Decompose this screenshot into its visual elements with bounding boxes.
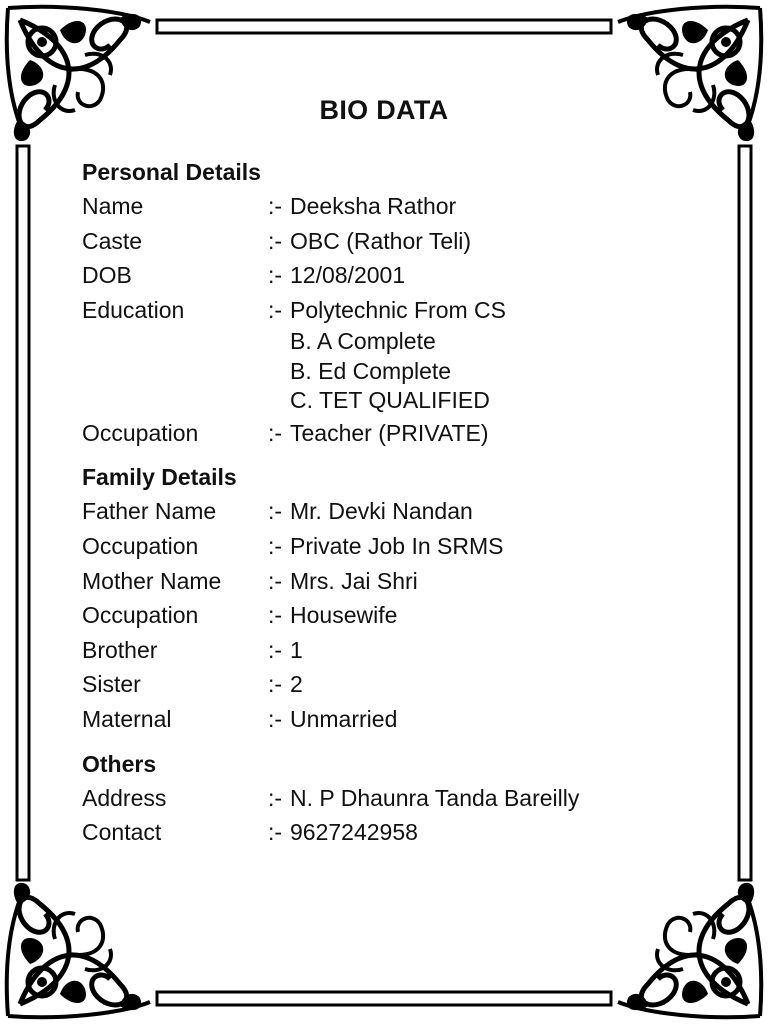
detail-label: Occupation — [82, 602, 199, 629]
bio-data-content — [82, 155, 702, 850]
detail-separator: :- — [268, 602, 283, 629]
detail-row — [82, 189, 702, 224]
detail-value: Deeksha Rathor — [290, 193, 457, 219]
detail-label: Father Name — [82, 498, 217, 525]
detail-values — [290, 416, 702, 451]
detail-value: Mr. Devki Nandan — [290, 498, 473, 525]
detail-row — [82, 564, 702, 599]
detail-label: Education — [82, 296, 185, 323]
detail-separator: :- — [268, 706, 283, 733]
detail-value: Unmarried — [290, 706, 398, 733]
page-title: BIO DATA — [319, 95, 449, 125]
section-gap — [82, 450, 702, 460]
detail-label: Occupation — [82, 419, 199, 446]
detail-label: DOB — [82, 262, 132, 289]
detail-value: N. P Dhaunra Tanda Bareilly — [290, 784, 580, 811]
detail-value: Housewife — [290, 602, 398, 629]
detail-separator: :- — [268, 567, 283, 594]
detail-values — [290, 667, 702, 702]
detail-value: Polytechnic From CS — [290, 296, 507, 323]
detail-row — [82, 416, 702, 451]
detail-values — [290, 529, 702, 564]
detail-label: Name — [82, 193, 144, 219]
detail-row — [82, 529, 702, 564]
detail-values — [290, 702, 702, 737]
detail-separator: :- — [268, 262, 283, 289]
detail-row — [82, 667, 702, 702]
detail-row — [82, 633, 702, 668]
detail-values — [290, 293, 702, 416]
detail-separator: :- — [268, 784, 283, 811]
detail-value: OBC (Rathor Teli) — [290, 227, 472, 254]
detail-label: Contact — [82, 819, 162, 846]
detail-value: B. Ed Complete — [290, 357, 452, 384]
detail-values — [290, 815, 702, 850]
detail-row — [82, 258, 702, 293]
detail-values — [290, 224, 702, 259]
detail-row — [82, 494, 702, 529]
detail-row — [82, 781, 702, 816]
detail-separator: :- — [268, 296, 283, 323]
detail-row — [82, 702, 702, 737]
detail-separator: :- — [268, 671, 283, 698]
detail-label: Mother Name — [82, 567, 222, 594]
detail-values — [290, 564, 702, 599]
corner-ornament-bottom-left — [7, 883, 150, 1017]
detail-value: 1 — [290, 636, 303, 663]
detail-separator: :- — [268, 193, 283, 219]
detail-label: Brother — [82, 636, 158, 663]
detail-value: 9627242958 — [290, 819, 418, 846]
detail-label: Occupation — [82, 533, 199, 560]
detail-value: Private Job In SRMS — [290, 533, 504, 560]
detail-separator: :- — [268, 419, 283, 446]
detail-row — [82, 598, 702, 633]
detail-separator: :- — [268, 533, 283, 560]
detail-row — [82, 293, 702, 416]
detail-separator: :- — [268, 819, 283, 846]
corner-ornament-bottom-right — [618, 883, 761, 1017]
detail-values — [290, 189, 702, 224]
detail-label: Maternal — [82, 706, 172, 733]
detail-row — [82, 815, 702, 850]
detail-label: Address — [82, 784, 167, 811]
detail-separator: :- — [268, 636, 283, 663]
detail-separator: :- — [268, 498, 283, 525]
detail-values — [290, 633, 702, 668]
detail-value: 12/08/2001 — [290, 262, 406, 289]
detail-label: Caste — [82, 227, 143, 254]
detail-value: C. TET QUALIFIED — [290, 387, 490, 414]
section-heading: Personal Details — [82, 159, 261, 185]
section-gap — [82, 737, 702, 747]
detail-value: 2 — [290, 671, 303, 698]
section-heading: Others — [82, 750, 157, 777]
detail-value: Mrs. Jai Shri — [290, 567, 418, 594]
section-heading: Family Details — [82, 464, 237, 491]
detail-values — [290, 258, 702, 293]
detail-values — [290, 781, 702, 816]
detail-label: Sister — [82, 671, 141, 698]
detail-value: B. A Complete — [290, 328, 436, 355]
detail-values — [290, 598, 702, 633]
detail-separator: :- — [268, 227, 283, 254]
detail-values — [290, 494, 702, 529]
detail-value: Teacher (PRIVATE) — [290, 419, 489, 446]
detail-row — [82, 224, 702, 259]
